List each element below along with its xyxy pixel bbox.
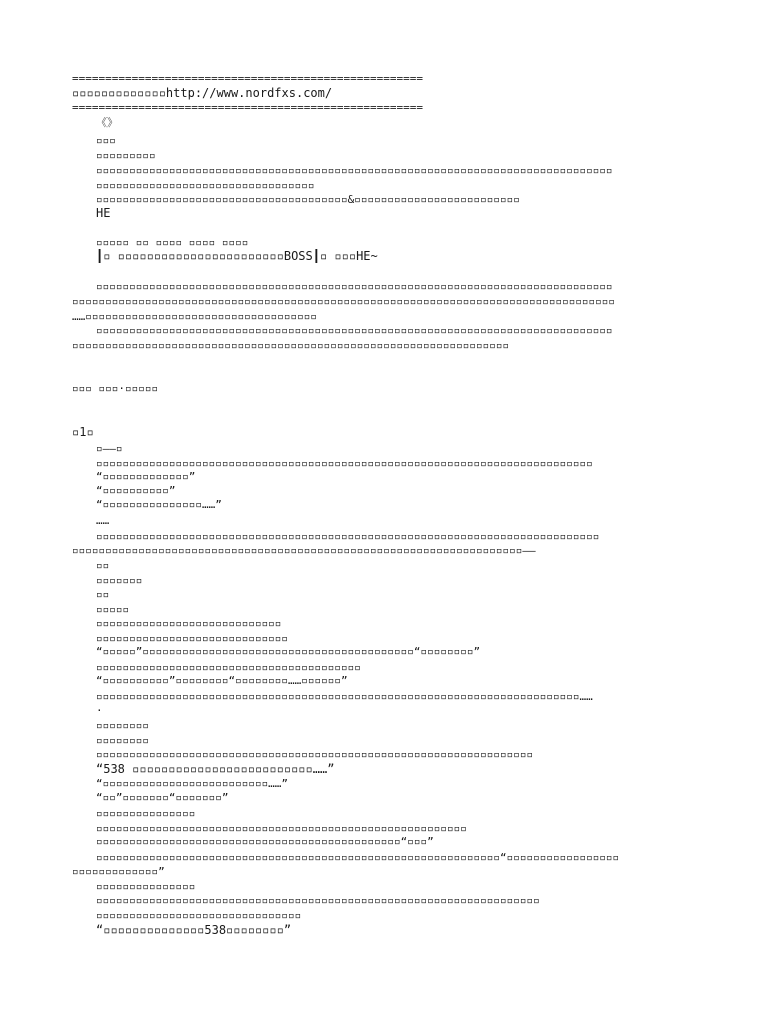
source-url: http://www.nordfxs.com/ (165, 86, 333, 100)
text-line: ▫▫▫▫▫▫▫▫▫▫▫▫▫▫▫▫▫▫▫▫▫▫▫▫▫▫▫▫▫▫▫ (96, 909, 302, 922)
dialogue-line: “▫▫▫▫▫▫▫▫▫▫▫▫▫▫▫……” (96, 498, 222, 511)
chapter-number: ▫1▫ (72, 425, 94, 439)
paragraph-line: ▫▫▫▫▫▫▫▫▫▫▫▫▫▫▫▫▫▫▫▫▫▫▫▫▫▫▫▫▫▫▫▫▫▫▫▫▫▫▫▫▫▫▫▫▫▫▫▫▫▫▫▫▫▫▫▫▫▫▫▫▫▫▫▫▫▫▫▫▫▫▫▫▫▫▫▫▫▫ (96, 280, 613, 293)
text-line: ▫▫▫▫▫▫▫▫▫▫▫▫▫▫▫▫▫▫▫▫▫▫▫▫▫▫▫▫▫▫▫▫▫▫▫▫▫▫▫▫▫▫▫▫▫▫▫▫▫▫▫▫▫▫▫▫▫▫▫▫▫▫▫▫▫▫▫▫▫▫▫▫▫▫▫▫▫▫ (96, 164, 613, 177)
text-line: …… (96, 514, 110, 527)
paragraph-line: ……▫▫▫▫▫▫▫▫▫▫▫▫▫▫▫▫▫▫▫▫▫▫▫▫▫▫▫▫▫▫▫▫▫▫▫ (72, 310, 318, 323)
text-line: ▫▫ (96, 559, 110, 572)
source-prefix: ▫▫▫▫▫▫▫▫▫▫▫▫▫ (72, 86, 166, 100)
dialogue-line: “▫▫”▫▫▫▫▫▫▫“▫▫▫▫▫▫▫” (96, 791, 229, 804)
text-line: ▫▫ (96, 588, 110, 601)
paragraph-line: ▫▫▫▫▫▫▫▫▫▫▫▫▫▫▫▫▫▫▫▫▫▫▫▫▫▫▫▫▫▫▫▫▫▫▫▫▫▫▫▫▫▫▫▫▫▫▫▫▫▫▫▫▫▫▫▫▫▫▫▫▫▫▫▫▫▫▫▫▫▫▫▫▫▫▫▫ (96, 530, 600, 543)
text-line: ▫▫▫ (96, 134, 116, 147)
paragraph-line: ▫▫▫▫▫▫▫▫▫▫▫▫▫▫▫▫▫▫▫▫▫▫▫▫▫▫▫▫▫▫▫▫▫▫▫▫▫▫▫▫▫▫▫▫▫▫▫▫▫▫▫▫▫▫▫▫▫▫▫▫▫“▫▫▫▫▫▫▫▫▫▫▫▫▫▫▫▫▫ (96, 851, 620, 864)
book-title-mark: 《》 (96, 116, 118, 129)
dialogue-line: “▫▫▫▫▫”▫▫▫▫▫▫▫▫▫▫▫▫▫▫▫▫▫▫▫▫▫▫▫▫▫▫▫▫▫▫▫▫▫▫▫▫▫▫▫▫▫“▫▫▫▫▫▫▫▫” (96, 645, 481, 658)
paragraph-line: ▫▫▫▫▫▫▫▫▫▫▫▫▫” (72, 865, 165, 878)
paragraph-line: ▫▫▫▫▫▫▫▫▫▫▫▫▫▫▫▫▫▫▫▫▫▫▫▫▫▫▫▫▫▫▫▫▫▫▫▫▫▫▫▫▫▫▫▫▫▫▫▫▫▫▫▫▫▫▫▫▫▫▫▫▫▫▫▫▫▫▫▫—— (72, 544, 536, 557)
text-line: ▫▫▫▫▫▫▫▫▫▫▫▫▫▫▫▫▫▫▫▫▫▫▫▫▫▫▫▫▫▫▫▫▫▫▫▫▫▫▫▫▫▫▫▫▫▫▫▫▫▫▫▫▫▫▫▫▫▫▫▫▫▫▫▫▫▫ (96, 748, 534, 761)
text-line: ▫▫▫▫▫▫▫▫▫▫▫▫▫▫▫▫▫▫▫▫▫▫▫▫▫▫▫▫▫▫▫▫▫▫▫▫▫▫▫▫ (96, 661, 361, 674)
text-line: ▫——▫ (96, 442, 123, 455)
text-line: ▫▫▫▫▫ (96, 603, 130, 616)
paragraph-line: ▫▫▫▫▫▫▫▫▫▫▫▫▫▫▫▫▫▫▫▫▫▫▫▫▫▫▫▫▫▫▫▫▫▫▫▫▫▫▫▫▫▫▫▫▫▫▫▫▫▫▫▫▫▫▫▫▫▫▫▫▫▫▫▫▫▫▫▫▫▫▫▫▫▫▫▫▫▫▫▫▫▫ (72, 295, 616, 308)
text-line: ▫▫▫▫▫▫▫ (96, 574, 143, 587)
text-line: ▫▫▫▫▫▫▫▫▫▫▫▫▫▫▫▫▫▫▫▫▫▫▫▫▫▫▫▫▫▫▫▫▫▫▫▫▫▫▫▫▫▫▫▫▫▫▫▫▫▫▫▫▫▫▫▫▫▫▫▫▫▫▫▫▫▫▫▫▫▫▫▫▫…… (96, 690, 593, 703)
header-rule-top: ===================================================== (72, 72, 423, 85)
source-line (72, 86, 332, 100)
header-rule-bottom: ===================================================== (72, 101, 423, 114)
text-line: ▫▫▫▫▫▫▫▫▫▫▫▫▫▫▫▫▫▫▫▫▫▫▫▫▫▫▫▫▫▫▫▫▫▫▫▫▫▫&▫▫▫▫▫▫▫▫▫▫▫▫▫▫▫▫▫▫▫▫▫▫▫▫▫ (96, 193, 520, 206)
text-line: ▫▫▫▫▫ ▫▫ ▫▫▫▫ ▫▫▫▫ ▫▫▫▫ (96, 236, 249, 249)
dialogue-line: “▫▫▫▫▫▫▫▫▫▫▫▫▫▫538▫▫▫▫▫▫▫▫” (96, 923, 292, 937)
text-line: ▫▫▫▫▫▫▫▫ (96, 734, 149, 747)
dialogue-line: ▫▫▫▫▫▫▫▫▫▫▫▫▫▫▫▫▫▫▫▫▫▫▫▫▫▫▫▫▫▫▫▫▫▫▫▫▫▫▫▫▫▫▫▫▫▫“▫▫▫” (96, 835, 434, 848)
text-line: ▫▫▫▫▫▫▫▫▫ (96, 149, 156, 162)
text-line: ▫▫▫▫▫▫▫▫▫▫▫▫▫▫▫▫▫▫▫▫▫▫▫▫▫▫▫▫ (96, 617, 282, 630)
text-line: HE (96, 206, 111, 220)
dialogue-line: “▫▫▫▫▫▫▫▫▫▫▫▫▫” (96, 470, 196, 483)
text-line: ▫▫▫▫▫▫▫▫▫▫▫▫▫▫▫▫▫▫▫▫▫▫▫▫▫▫▫▫▫▫▫▫▫▫▫▫▫▫▫▫▫▫▫▫▫▫▫▫▫▫▫▫▫▫▫▫▫▫▫▫▫▫▫▫▫▫▫ (96, 894, 540, 907)
text-line: ▫▫▫▫▫▫▫▫▫▫▫▫▫▫▫▫▫▫▫▫▫▫▫▫▫▫▫▫▫▫▫▫▫ (96, 179, 315, 192)
text-line: ▫▫▫▫▫▫▫▫▫▫▫▫▫▫▫▫▫▫▫▫▫▫▫▫▫▫▫▫▫ (96, 632, 289, 645)
text-line: ▫▫▫▫▫▫▫▫▫▫▫▫▫▫▫▫▫▫▫▫▫▫▫▫▫▫▫▫▫▫▫▫▫▫▫▫▫▫▫▫▫▫▫▫▫▫▫▫▫▫▫▫▫▫▫▫ (96, 822, 467, 835)
dialogue-line: “▫▫▫▫▫▫▫▫▫▫”▫▫▫▫▫▫▫▫“▫▫▫▫▫▫▫▫……▫▫▫▫▫▫” (96, 674, 348, 687)
text-line: ┃▫ ▫▫▫▫▫▫▫▫▫▫▫▫▫▫▫▫▫▫▫▫▫▫▫BOSS┃▫ ▫▫▫HE~ (96, 249, 378, 263)
text-line: ▫▫▫▫▫▫▫▫ (96, 719, 149, 732)
dialogue-line: “538 ▫▫▫▫▫▫▫▫▫▫▫▫▫▫▫▫▫▫▫▫▫▫▫▫▫……” (96, 762, 335, 776)
text-line: · (96, 704, 103, 717)
dialogue-line: “▫▫▫▫▫▫▫▫▫▫▫▫▫▫▫▫▫▫▫▫▫▫▫▫▫……” (96, 777, 289, 790)
paragraph-line: ▫▫▫▫▫▫▫▫▫▫▫▫▫▫▫▫▫▫▫▫▫▫▫▫▫▫▫▫▫▫▫▫▫▫▫▫▫▫▫▫▫▫▫▫▫▫▫▫▫▫▫▫▫▫▫▫▫▫▫▫▫▫▫▫▫▫▫▫▫▫▫▫▫▫▫▫▫▫ (96, 324, 613, 337)
text-line: ▫▫▫▫▫▫▫▫▫▫▫▫▫▫▫ (96, 807, 196, 820)
text-line: ▫▫▫▫▫▫▫▫▫▫▫▫▫▫▫▫▫▫▫▫▫▫▫▫▫▫▫▫▫▫▫▫▫▫▫▫▫▫▫▫▫▫▫▫▫▫▫▫▫▫▫▫▫▫▫▫▫▫▫▫▫▫▫▫▫▫▫▫▫▫▫▫▫▫▫ (96, 457, 593, 470)
dialogue-line: “▫▫▫▫▫▫▫▫▫▫” (96, 484, 176, 497)
paragraph-line: ▫▫▫▫▫▫▫▫▫▫▫▫▫▫▫▫▫▫▫▫▫▫▫▫▫▫▫▫▫▫▫▫▫▫▫▫▫▫▫▫▫▫▫▫▫▫▫▫▫▫▫▫▫▫▫▫▫▫▫▫▫▫▫▫▫▫ (72, 339, 510, 352)
text-line: ▫▫▫▫▫▫▫▫▫▫▫▫▫▫▫ (96, 880, 196, 893)
section-heading: ▫▫▫ ▫▫▫·▫▫▫▫▫ (72, 382, 159, 395)
